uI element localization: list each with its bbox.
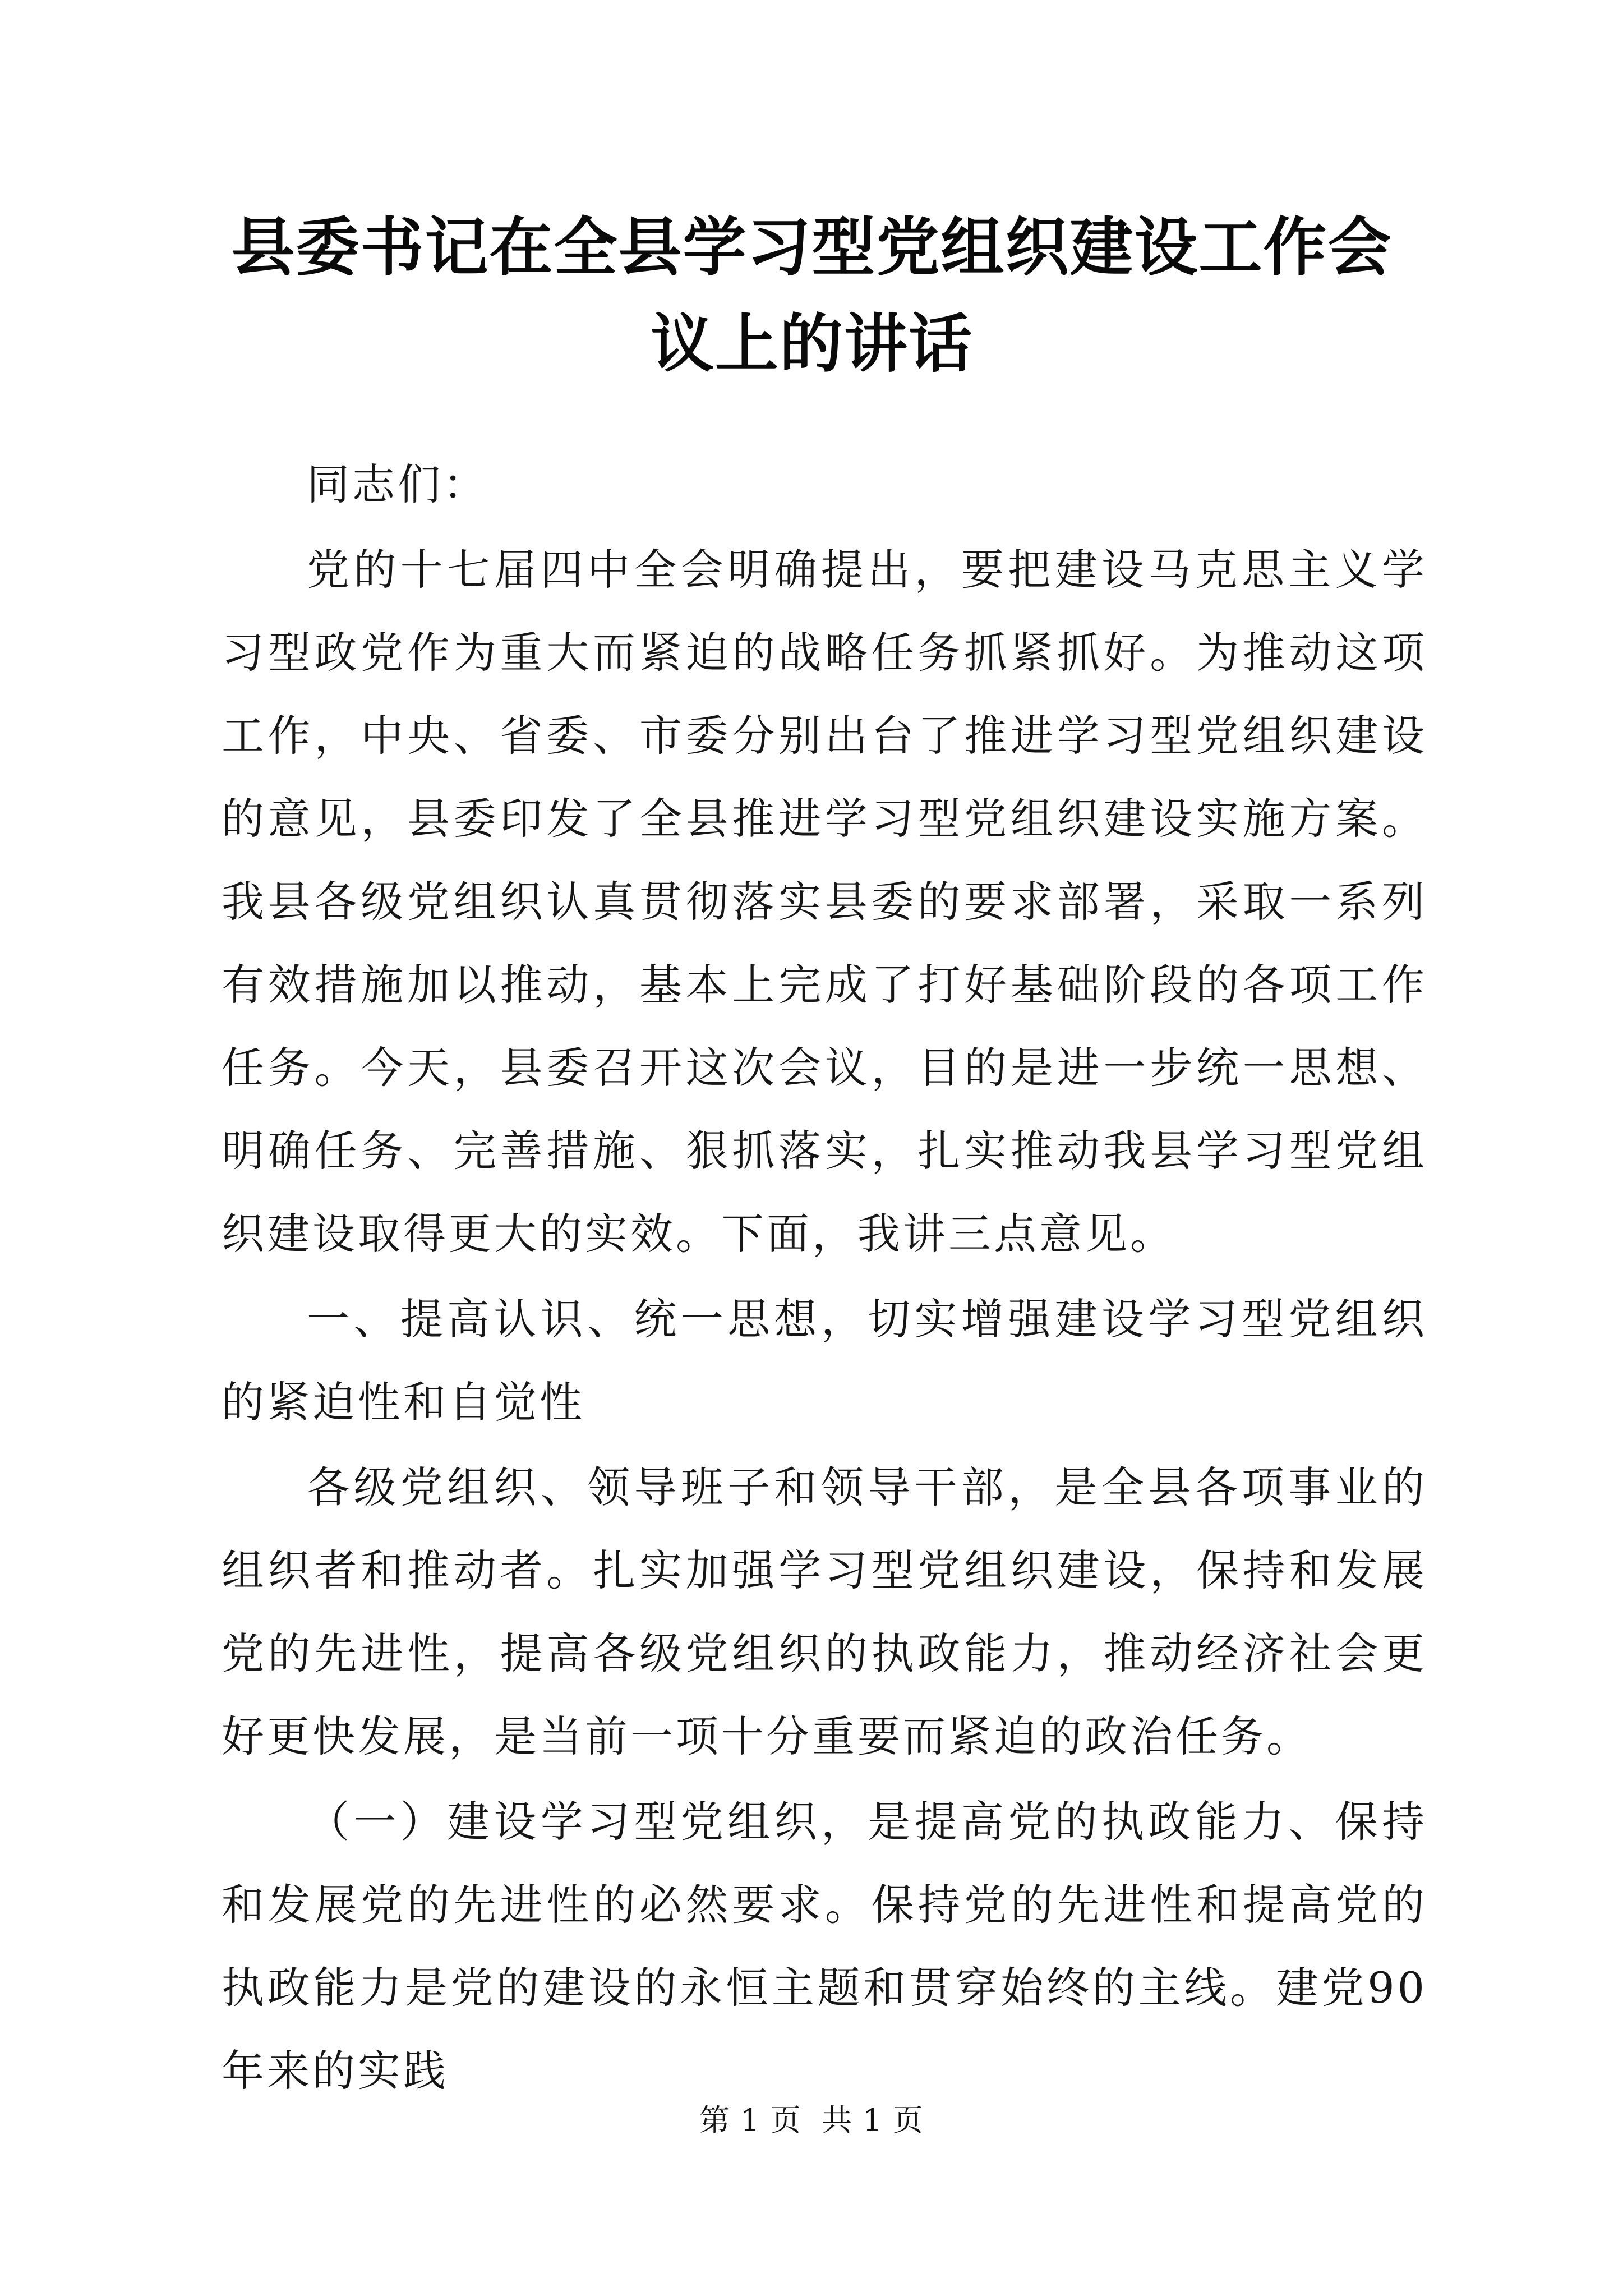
subsection-paragraph-1: （一）建设学习型党组织，是提高党的执政能力、保持和发展党的先进性的必然要求。保持党的先进性和提高党的执政能力是党的建设的永恒主题和贯穿始终的主线。建党90年来的实践 bbox=[222, 1797, 1427, 2096]
section-heading-1: 一、提高认识、统一思想，切实增强建设学习型党组织的紧迫性和自觉性 bbox=[222, 1294, 1427, 1427]
document-body bbox=[222, 443, 1427, 2115]
page-number-label: 第 1 页 共 1 页 bbox=[699, 2102, 924, 2138]
document-title: 县委书记在全县学习型党组织建设工作会议上的讲话 bbox=[231, 210, 1393, 381]
salutation-paragraph: 同志们： bbox=[307, 459, 488, 509]
intro-paragraph: 党的十七届四中全会明确提出，要把建设马克思主义学习型政党作为重大而紧迫的战略任务抓紧抓好。为推动这项工作，中央、省委、市委分别出台了推进学习型党组织建设的意见，县委印发了全县推进学习型党组织建设实施方案。我县各级党组织认真贯彻落实县委的要求部署，采取一系列有效措施加以推动，基本上完成了打好基础阶段的各项工作任务。今天，县委召开这次会议，目的是进一步统一思想、明确任务、完善措施、狠抓落实，扎实推动我县学习型党组织建设取得更大的实效。下面，我讲三点意见。 bbox=[222, 545, 1427, 1259]
page-footer bbox=[0, 2101, 1623, 2140]
body-paragraph: 各级党组织、领导班子和领导干部，是全县各项事业的组织者和推动者。扎实加强学习型党组织建设，保持和发展党的先进性，提高各级党组织的执政能力，推动经济社会更好更快发展，是当前一项十分重要而紧迫的政治任务。 bbox=[222, 1462, 1427, 1761]
